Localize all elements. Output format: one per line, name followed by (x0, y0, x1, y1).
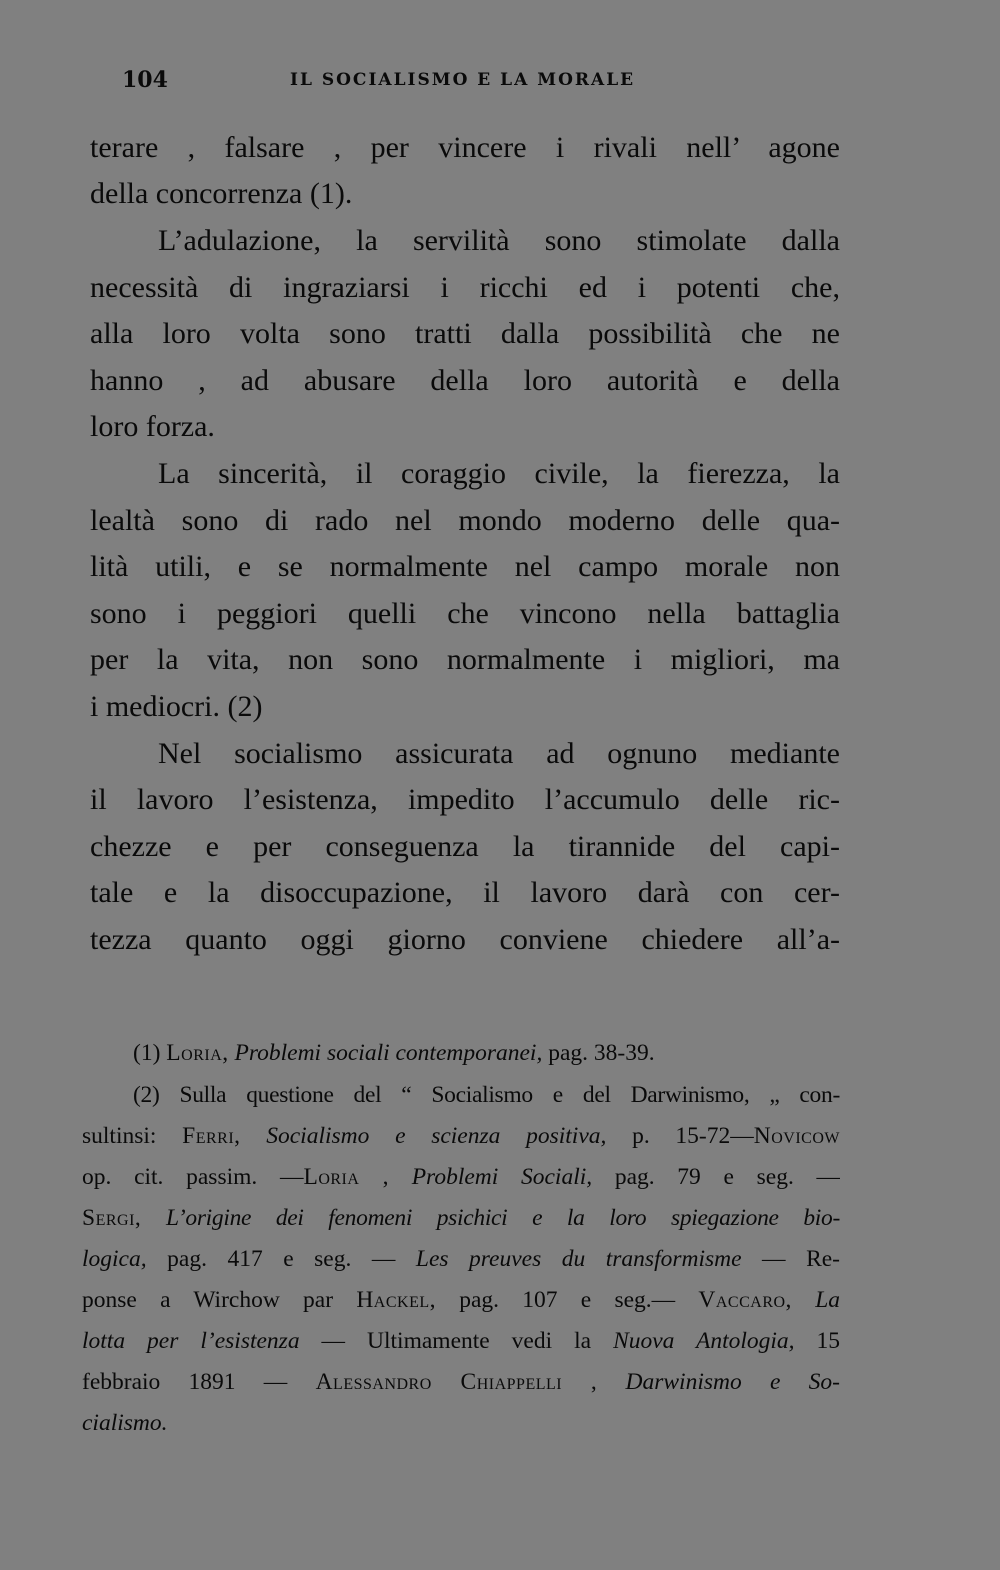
footnote-text: — Ultimamente vedi la (299, 1328, 614, 1354)
footnote-text: pag. 38-39. (542, 1040, 655, 1066)
work-title: Socialismo e scienza positiva, (266, 1123, 607, 1149)
body-line: La sincerità, il coraggio civile, la fierezza, la (158, 457, 840, 490)
body-line: il lavoro l’esistenza, impedito l’accumulo delle ric- (90, 783, 840, 816)
footnote-marker: (1) (133, 1040, 161, 1066)
body-line: lealtà sono di rado nel mondo moderno delle qua- (90, 504, 840, 537)
footnote-text: pag. 417 e seg. — (146, 1246, 396, 1272)
body-line: tale e la disoccupazione, il lavoro darà con cer- (90, 876, 840, 909)
footnote-text: p. 15-72— (606, 1123, 754, 1149)
body-line: Nel socialismo assicurata ad ognuno mediante (158, 737, 840, 770)
body-line: della concorrenza (1). (90, 177, 353, 210)
footnote-text: (2) Sulla questione del “ Socialismo e del Darwinismo, „ con- (133, 1082, 840, 1108)
journal-title: Nuova Antologia, (613, 1328, 795, 1354)
footnote-2-line (82, 1201, 840, 1235)
work-title: L’origine dei fenomeni psichici e la loro spiegazione bio- (165, 1205, 840, 1231)
body-line: lità utili, e se normalmente nel campo morale non (90, 550, 840, 583)
body-line: alla loro volta sono tratti dalla possibilità che ne (90, 317, 840, 350)
author-name: Ferri, (182, 1123, 241, 1149)
work-title: Problemi Sociali, (411, 1164, 593, 1190)
body-line: per la vita, non sono normalmente i migliori, ma (90, 643, 840, 676)
work-title: Les preuves du transformisme (415, 1246, 742, 1272)
footnote-2-line (82, 1160, 840, 1194)
footnote-2-line (82, 1365, 840, 1399)
work-title: Darwinismo e So- (625, 1369, 840, 1395)
footnote-text: sultinsi: (82, 1123, 183, 1149)
author-name: Vaccaro, (698, 1287, 792, 1313)
page-header (122, 64, 642, 96)
work-title: La (815, 1287, 840, 1313)
footnote-text: pag. 107 e seg.— (436, 1287, 699, 1313)
author-name: Hackel, (356, 1287, 436, 1313)
author-name: Loria, (166, 1040, 229, 1066)
work-title: logica, (82, 1246, 147, 1272)
work-title: Problemi sociali contemporanei, (234, 1040, 543, 1066)
body-line: hanno , ad abusare della loro autorità e della (90, 364, 840, 397)
footnote-text: 15 (794, 1328, 840, 1354)
footnote-text: ponse a Wirchow par (82, 1287, 357, 1313)
footnote-2-line (82, 1324, 840, 1358)
running-title: IL SOCIALISMO E LA MORALE (290, 70, 636, 90)
footnote-2-line (82, 1406, 840, 1440)
work-title: cialismo. (82, 1410, 168, 1436)
page-number: 104 (122, 67, 168, 93)
footnote-2-line (82, 1242, 840, 1276)
body-line: loro forza. (90, 410, 215, 443)
author-name: Alessandro Chiappelli , (315, 1369, 598, 1395)
footnote-2-line (133, 1078, 840, 1112)
body-line: L’adulazione, la servilità sono stimolate dalla (158, 224, 840, 257)
body-line: tezza quanto oggi giorno conviene chiedere all’a- (90, 923, 840, 956)
body-line: chezze e per conseguenza la tirannide del capi- (90, 830, 840, 863)
body-line: necessità di ingraziarsi i ricchi ed i potenti che, (90, 271, 840, 304)
footnote-text: febbraio 1891 — (82, 1369, 316, 1395)
footnote-text: op. cit. passim. — (82, 1164, 304, 1190)
footnote-text: pag. 79 e seg. — (592, 1164, 840, 1190)
body-line: i mediocri. (2) (90, 690, 263, 723)
footnote-2-line (82, 1283, 840, 1317)
body-line: sono i peggiori quelli che vincono nella battaglia (90, 597, 840, 630)
author-name: Sergi, (82, 1205, 142, 1231)
author-name: Loria , (303, 1164, 389, 1190)
work-title: lotta per l’esistenza (82, 1328, 300, 1354)
author-name: Novicow (753, 1123, 840, 1149)
footnote-2-line (82, 1119, 840, 1153)
footnote-text: — Re- (741, 1246, 840, 1272)
footnote-1 (133, 1036, 840, 1070)
body-line: terare , falsare , per vincere i rivali nell’ agone (90, 131, 840, 164)
